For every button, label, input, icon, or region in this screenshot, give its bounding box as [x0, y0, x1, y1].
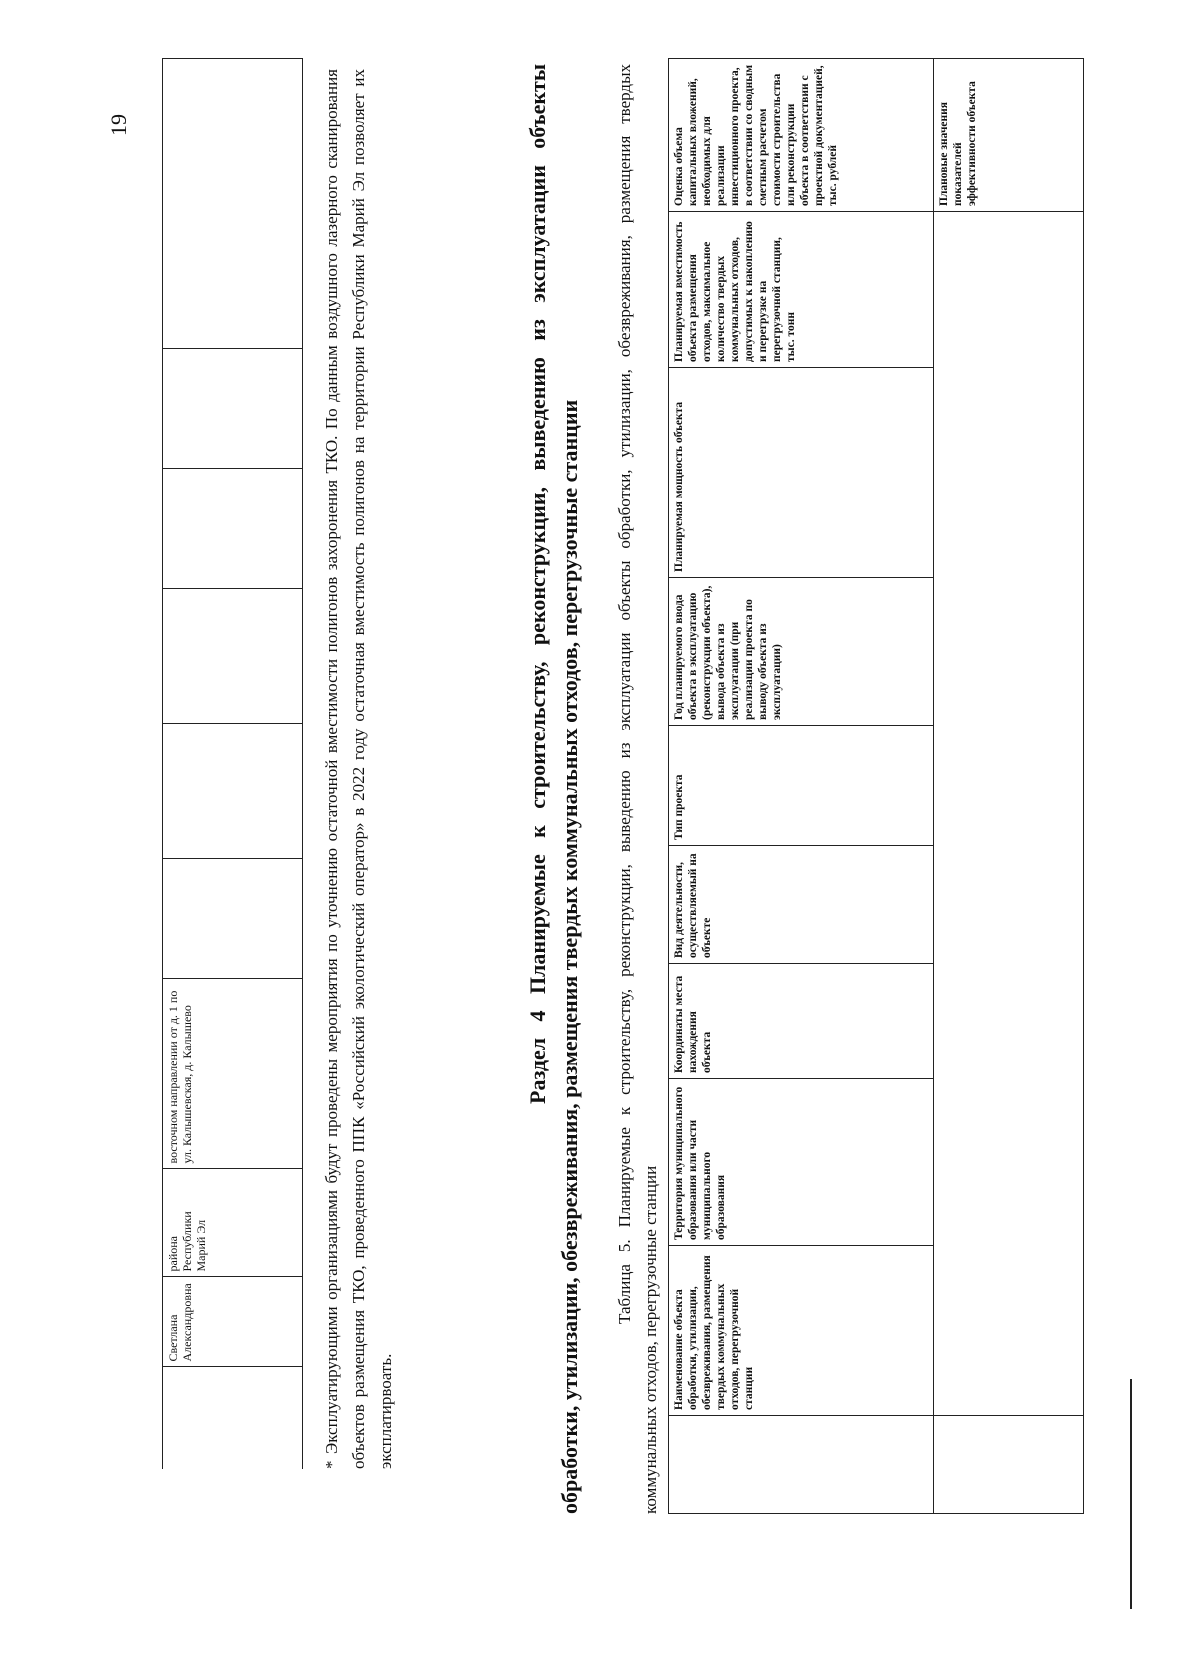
header-cell-activity: Вид деятельности, осуществляемый на объекте	[669, 846, 934, 964]
header-cell-volume: Планируемая вместимость объекта размещения отходов, максимальное количество твердых коммунальных отходов, допустимых к накоплению и перегрузке на перегрузочной станции, тыс. тонн	[669, 212, 934, 368]
table-caption: Таблица 5. Планируемые к строительству, реконструкции, выведению из эксплуатации объекты обработки, утилизации, обезвреживания, размещения твердых коммунальных отходов, перегрузочные станции	[615, 64, 660, 1514]
section-heading: Раздел 4 Планируемые к строительству, реконструкции, выведению из эксплуатации объекты обработки, утилизации, обезвреживания, размещения твердых коммунальных отходов, перегрузочные станции	[525, 64, 582, 1514]
table-cell	[163, 724, 303, 859]
footnote: * Эксплуатирующими организациями будут проведены мероприятия по уточнению остаточной вместимости полигонов захоронения ТКО. По данным воздушного лазерного сканирования объектов размещения ТКО, проведенного ППК «Российский экологический оператор» в 2022 году остаточная вместимость полигонов на территории Республики Марий Эл позволяет их эксплатирвоать.	[322, 69, 395, 1469]
table-cell	[669, 1416, 934, 1514]
table-cell: восточном направлении от д. 1 по ул. Калышевская, д. Калышево	[163, 979, 303, 1169]
top-table-fragment	[162, 59, 303, 1470]
header-cell-efficiency: Плановые значения показателей эффективности объекта	[934, 59, 1084, 212]
table-row	[163, 59, 303, 1469]
table-cell	[163, 59, 303, 349]
table-header-row	[669, 59, 934, 1514]
page-number: 19	[106, 114, 131, 136]
header-cell-project-type: Тип проекта	[669, 726, 934, 846]
table-cell	[163, 469, 303, 589]
table-cell	[163, 1367, 303, 1469]
header-cell-coordinates: Координаты места нахождения объекта	[669, 964, 934, 1079]
header-cell-year: Год планируемого ввода объекта в эксплуатацию (реконструкции объекта), вывода объекта из эксплуатации (при реализации проекта по выводу объекта из эксплуатации)	[669, 578, 934, 726]
table-cell	[163, 349, 303, 469]
table-5	[668, 58, 1084, 1514]
header-cell-capacity: Планируемая мощность объекта	[669, 368, 934, 578]
table-cell	[163, 859, 303, 979]
table-cell	[934, 212, 1084, 1416]
table-cell	[934, 1416, 1084, 1514]
table-cell	[163, 589, 303, 724]
header-cell-investment: Оценка объема капитальных вложений, необходимых для реализации инвестиционного проекта, в соответствии со сводным сметным расчетом стоимости строительства или реконструкции объекта в соответствии с проектной документацией, тыс. рублей	[669, 59, 934, 212]
table-cell: района Республики Марий Эл	[163, 1169, 303, 1277]
table-header-row	[934, 59, 1084, 1514]
footnote-rule	[1130, 1379, 1132, 1609]
table-cell: Светлана Александровна	[163, 1277, 303, 1367]
header-cell-territory: Территория муниципального образования или части муниципального образования	[669, 1079, 934, 1246]
header-cell-name: Наименование объекта обработки, утилизации, обезвреживания, размещения твердых коммунальных отходов, перегрузочной станции	[669, 1246, 934, 1416]
